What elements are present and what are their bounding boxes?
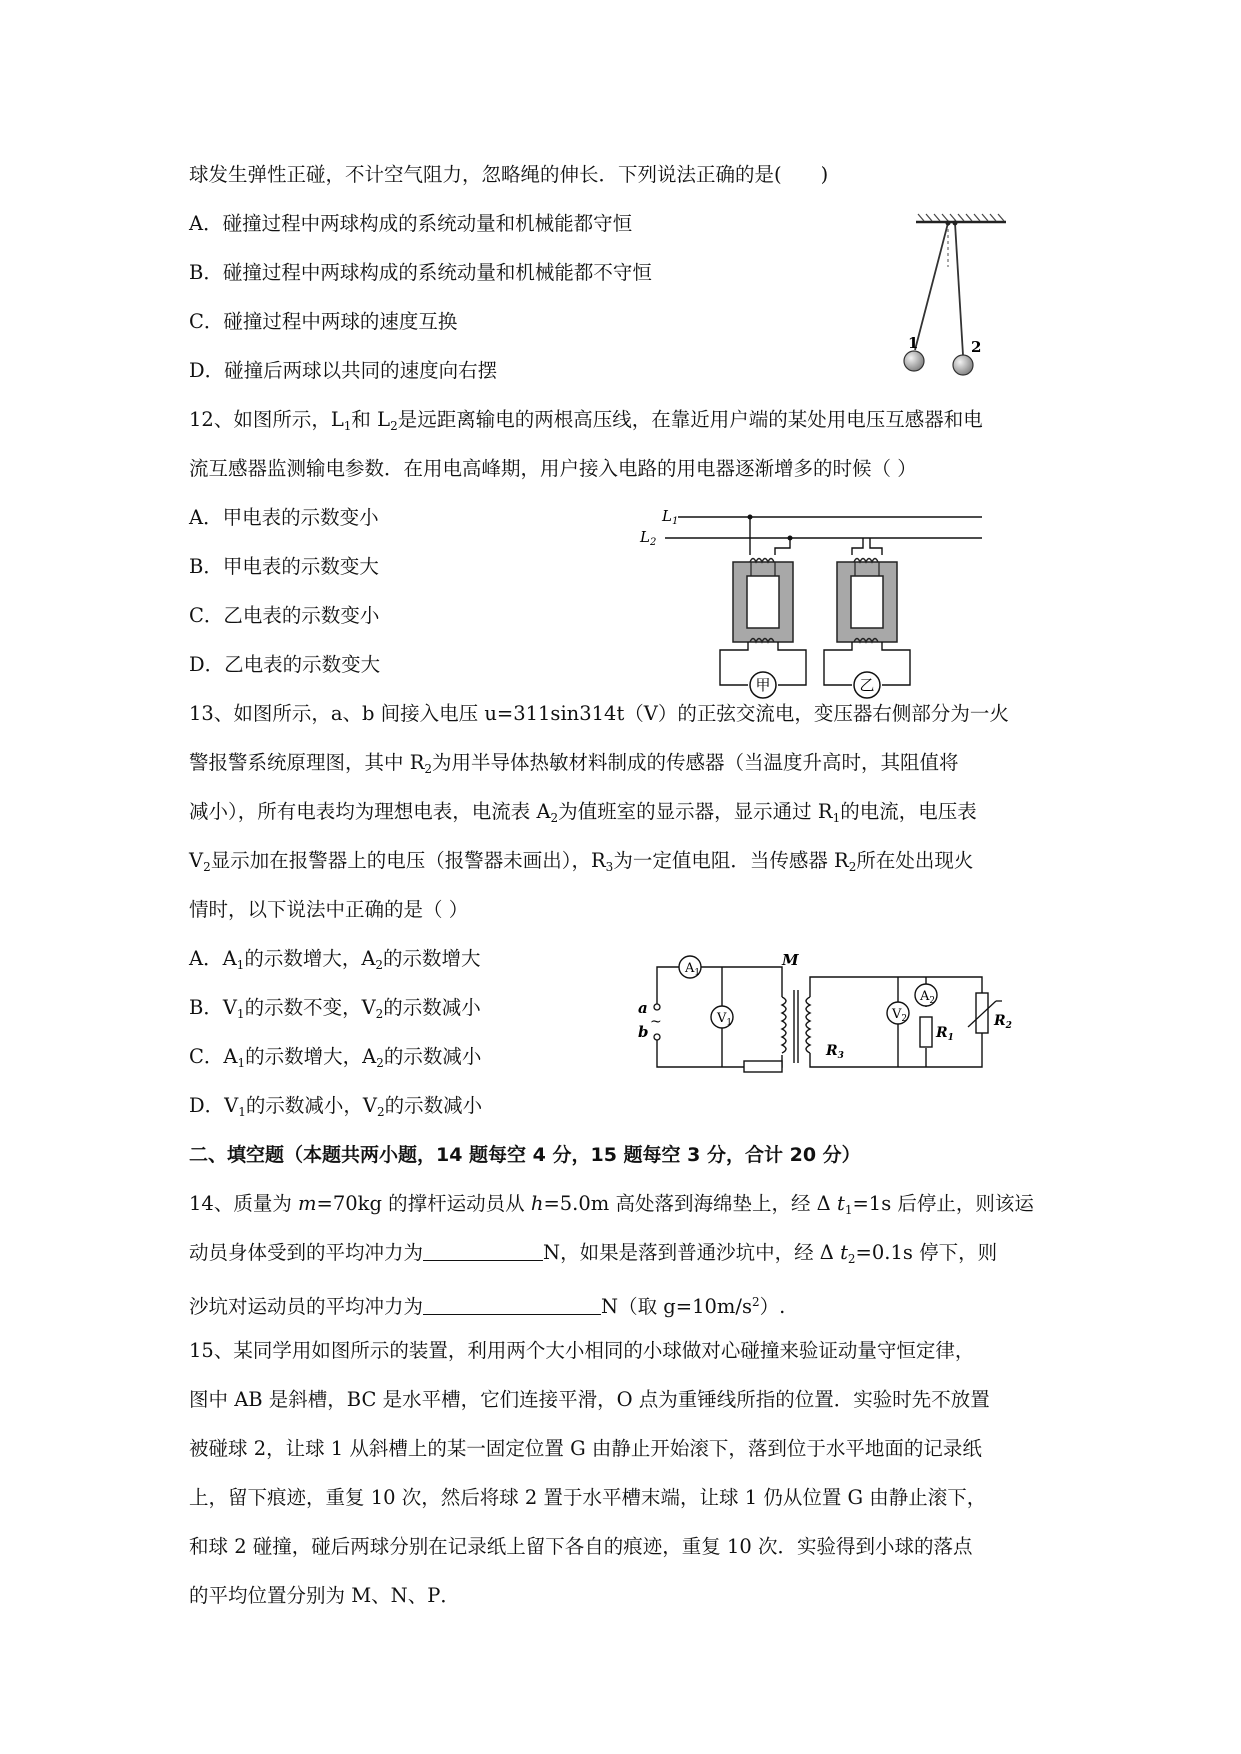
q12-option-c: C．乙电表的示数变小 [189,604,380,627]
q13-line-1: 13、如图所示，a、b 间接入电压 u=311sin314t（V）的正弦交流电，变压器右侧部分为一火 [189,702,1009,725]
svg-text:V2: $V_2$ [892,1007,908,1024]
q12-option-d: D．乙电表的示数变大 [189,653,381,676]
resistor-r3 [744,1061,782,1072]
transformer-figure [630,500,990,694]
svg-text:V1: $V_1$ [717,1011,733,1028]
svg-text:L2: $L_2$ [640,528,657,548]
q13-line-5: 情时，以下说法中正确的是（ ） [189,898,469,921]
q15-line-6: 的平均位置分别为 M、N、P． [189,1584,460,1607]
svg-text:a: a [638,999,648,1017]
answer-blank-1[interactable] [423,1240,543,1261]
q15-line-5: 和球 2 碰撞，碰后两球分别在记录纸上留下各自的痕迹，重复 10 次．实验得到小球的落点 [189,1535,973,1558]
resistor-r2 [976,993,988,1033]
ball-1-label: 1 [908,334,919,352]
pendulum-figure [900,212,1030,392]
svg-text:甲: 甲 [755,676,771,694]
q11-option-d: D．碰撞后两球以共同的速度向右摆 [189,359,498,382]
q15-line-3: 被碰球 2，让球 1 从斜槽上的某一固定位置 G 由静止开始滚下，落到位于水平地面的记录纸 [189,1437,982,1460]
svg-text:L1: $L_1$ [662,507,679,527]
q12-line-1: 12、如图所示，$L_1$和 $L_2$是远距离输电的两根高压线，在靠近用户端的某处用电压互感器和电 [189,408,983,433]
q14-line-3: 沙坑对运动员的平均冲力为 N（取 $g=10m/s^2$）. [189,1295,786,1318]
svg-text:R1: $R_1$ [936,1025,954,1043]
q13-option-b: B．$V_1$的示数不变，$V_2$的示数减小 [189,996,481,1021]
q11-option-c: C．碰撞过程中两球的速度互换 [189,310,458,333]
answer-blank-2[interactable] [423,1294,601,1315]
q14-line-1: 14、质量为 m=70kg 的撑杆运动员从 h=5.0m 高处落到海绵垫上，经 Δ $t_1=1s$ 后停止，则该运 [189,1192,1034,1217]
q13-option-d: D．$V_1$的示数减小，$V_2$的示数减小 [189,1094,483,1119]
svg-text:R3: $R_3$ [826,1043,844,1061]
ball-2 [953,355,973,375]
q13-option-a: A．$A_1$的示数增大，$A_2$的示数增大 [189,947,481,972]
q15-line-4: 上，留下痕迹，重复 10 次，然后将球 2 置于水平槽末端，让球 1 仍从位置 G 由静止滚下， [189,1486,987,1509]
q13-line-4: $V_2$显示加在报警器上的电压（报警器未画出），$R_3$为一定值电阻．当传感器 $R_2$所在处出现火 [189,849,974,874]
resistor-r1 [920,1017,932,1047]
svg-text:A1: $A_1$ [685,961,701,978]
q12-option-a: A．甲电表的示数变小 [189,506,379,529]
svg-text:M: M [782,951,799,969]
q11-option-a: A．碰撞过程中两球构成的系统动量和机械能都守恒 [189,212,633,235]
q11-stem-tail: 球发生弹性正碰，不计空气阻力，忽略绳的伸长．下列说法正确的是( ) [189,163,829,186]
q11-option-b: B．碰撞过程中两球构成的系统动量和机械能都不守恒 [189,261,652,284]
q15-line-1: 15、某同学用如图所示的装置，利用两个大小相同的小球做对心碰撞来验证动量守恒定律， [189,1339,975,1362]
svg-text:~: ~ [650,1014,662,1030]
q12-line-2: 流互感器监测输电参数．在用电高峰期，用户接入电路的用电器逐渐增多的时候（ ） [189,457,917,480]
svg-text:乙: 乙 [859,676,875,694]
q12-option-b: B．甲电表的示数变大 [189,555,379,578]
q13-line-3: 减小），所有电表均为理想电表，电流表 $A_2$为值班室的显示器，显示通过 $R_1$的电流，电压表 [189,800,977,825]
q14-line-2: 动员身体受到的平均冲力为 N，如果是落到普通沙坑中，经 Δ $t_2=0.1s$ 停下，则 [189,1241,998,1266]
ball-1 [904,351,924,371]
svg-text:R2: $R_2$ [994,1013,1012,1031]
q13-line-2: 警报警系统原理图，其中 $R_2$为用半导体热敏材料制成的传感器（当温度升高时，其阻值将 [189,751,959,776]
fire-alarm-circuit-figure [630,951,1030,1080]
q15-line-2: 图中 AB 是斜槽，BC 是水平槽，它们连接平滑，O 点为重锤线所指的位置．实验时先不放置 [189,1388,990,1411]
svg-text:A2: $A_2$ [920,989,936,1006]
q13-option-c: C．$A_1$的示数增大，$A_2$的示数减小 [189,1045,482,1070]
ball-2-label: 2 [971,338,982,356]
section-2-title: 二、填空题（本题共两小题，14 题每空 4 分，15 题每空 3 分，合计 20 分） [189,1144,861,1166]
svg-text:b: b [638,1023,649,1041]
